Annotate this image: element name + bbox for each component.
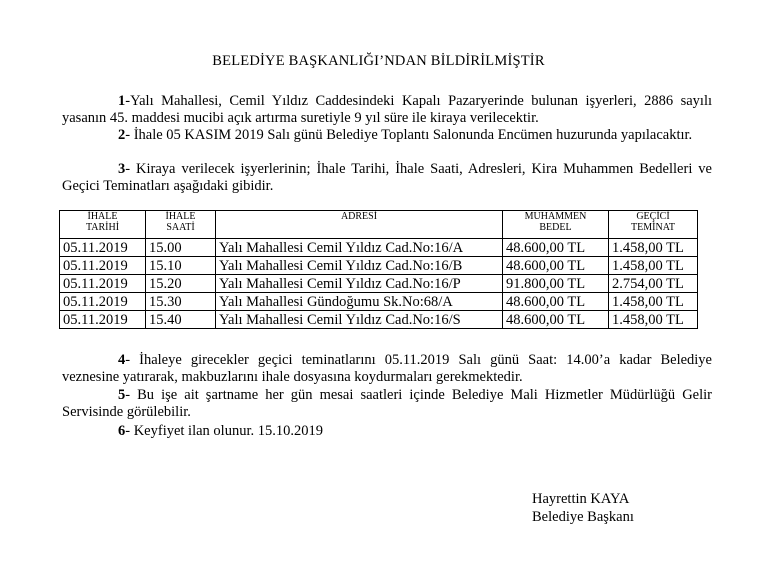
- paragraph-5-number: 5: [118, 387, 126, 403]
- paragraph-3-number: 3: [118, 161, 126, 177]
- table-row: [60, 257, 698, 275]
- cell-price: 48.600,00 TL: [503, 293, 609, 311]
- cell-price: 48.600,00 TL: [503, 257, 609, 275]
- table-row: [60, 239, 698, 257]
- cell-price: 91.800,00 TL: [503, 275, 609, 293]
- paragraph-2-number: 2: [118, 127, 126, 143]
- signatory-name: Hayrettin KAYA: [532, 491, 630, 507]
- cell-price: 48.600,00 TL: [503, 239, 609, 257]
- paragraph-6-number: 6: [118, 423, 126, 439]
- paragraph-4-number: 4: [118, 352, 126, 368]
- cell-deposit: 1.458,00 TL: [609, 239, 698, 257]
- header-address: ADRESİ: [216, 211, 503, 239]
- cell-time: 15.30: [146, 293, 216, 311]
- header-temporary-deposit: GEÇİCİ TEMİNAT: [609, 211, 698, 239]
- cell-address: Yalı Mahallesi Cemil Yıldız Cad.No:16/A: [216, 239, 503, 257]
- paragraph-1: [62, 93, 712, 127]
- signature-block: [532, 490, 634, 526]
- paragraph-2-text: - İhale 05 KASIM 2019 Salı günü Belediye Toplantı Salonunda Encümen huzurunda yapılacaktır.: [125, 127, 693, 143]
- header-tender-time: İHALE SAATİ: [146, 211, 216, 239]
- paragraph-3-text: - Kiraya verilecek işyerlerinin; İhale Tarihi, İhale Saati, Adresleri, Kira Muhammen Bedelleri ve Geçici Teminatları aşağıdaki gibidir.: [62, 161, 712, 194]
- paragraph-4-text: - İhaleye girecekler geçici teminatlarını 05.11.2019 Salı günü Saat: 14.00’a kadar Belediye veznesine yatırarak, makbuzlarını ihale dosyasına koydurmaları gerekmektedir.: [62, 352, 712, 385]
- paragraph-1-number: 1: [118, 93, 126, 109]
- paragraph-1-text: -Yalı Mahallesi, Cemil Yıldız Caddesindeki Kapalı Pazaryerinde bulunan işyerleri, 2886 sayılı yasanın 45. maddesi mucibi açık artırma suretiyle 9 yıl süre ile kiraya verilecektir.: [62, 93, 712, 126]
- header-tender-date: İHALE TARİHİ: [60, 211, 146, 239]
- cell-address: Yalı Mahallesi Cemil Yıldız Cad.No:16/P: [216, 275, 503, 293]
- cell-time: 15.00: [146, 239, 216, 257]
- cell-deposit: 1.458,00 TL: [609, 293, 698, 311]
- paragraph-6: [62, 423, 712, 440]
- tender-table: [59, 210, 698, 329]
- cell-address: Yalı Mahallesi Gündoğumu Sk.No:68/A: [216, 293, 503, 311]
- cell-date: 05.11.2019: [60, 293, 146, 311]
- cell-date: 05.11.2019: [60, 275, 146, 293]
- table-row: [60, 311, 698, 329]
- cell-date: 05.11.2019: [60, 239, 146, 257]
- cell-address: Yalı Mahallesi Cemil Yıldız Cad.No:16/B: [216, 257, 503, 275]
- cell-address: Yalı Mahallesi Cemil Yıldız Cad.No:16/S: [216, 311, 503, 329]
- paragraph-3: [62, 161, 712, 195]
- paragraph-5: [62, 387, 712, 421]
- document-title: BELEDİYE BAŞKANLIĞI’NDAN BİLDİRİLMİŞTİR: [212, 53, 545, 69]
- cell-deposit: 1.458,00 TL: [609, 311, 698, 329]
- signatory-role: Belediye Başkanı: [532, 509, 634, 525]
- cell-date: 05.11.2019: [60, 257, 146, 275]
- table-row: [60, 293, 698, 311]
- cell-price: 48.600,00 TL: [503, 311, 609, 329]
- paragraph-5-text: - Bu işe ait şartname her gün mesai saatleri içinde Belediye Mali Hizmetler Müdürlüğü Gelir Servisinde görülebilir.: [62, 387, 712, 420]
- header-estimated-price: MUHAMMEN BEDEL: [503, 211, 609, 239]
- paragraph-6-text: - Keyfiyet ilan olunur. 15.10.2019: [125, 423, 323, 439]
- cell-time: 15.20: [146, 275, 216, 293]
- paragraph-2: [62, 127, 712, 144]
- cell-date: 05.11.2019: [60, 311, 146, 329]
- cell-deposit: 1.458,00 TL: [609, 257, 698, 275]
- paragraph-4: [62, 352, 712, 386]
- cell-time: 15.10: [146, 257, 216, 275]
- table-row: [60, 275, 698, 293]
- cell-deposit: 2.754,00 TL: [609, 275, 698, 293]
- cell-time: 15.40: [146, 311, 216, 329]
- table-header-row: [60, 211, 698, 239]
